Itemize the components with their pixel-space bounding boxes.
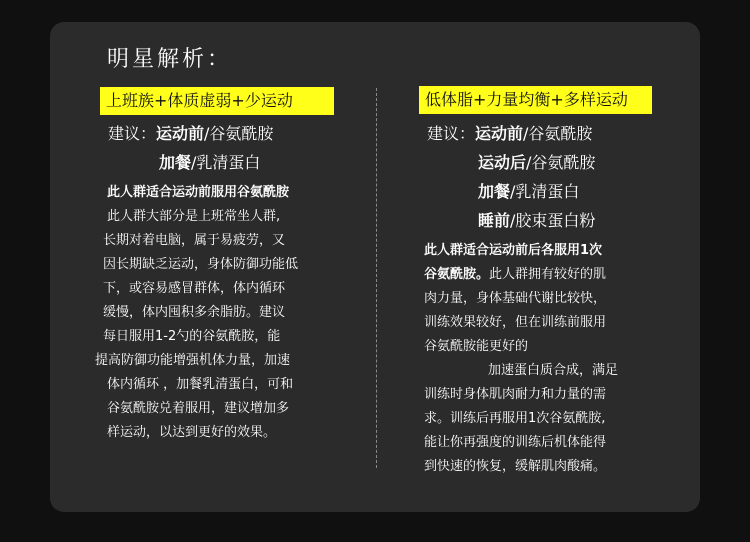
- right-para-line: [424, 263, 664, 287]
- right-para-line: 训练时身体肌肉耐力和力量的需: [424, 387, 607, 402]
- right-para-line-rest: 此人群拥有较好的肌: [489, 267, 607, 282]
- left-para-line: 长期对着电脑，属于易疲劳，又: [103, 233, 286, 248]
- left-para-line: 样运动，以达到更好的效果。: [107, 425, 277, 440]
- right-rec-2-rest: /谷氨酰胺: [526, 153, 596, 172]
- left-para-line: 提高防御功能增强机体力量，加速: [95, 353, 291, 368]
- page-title: 明星解析：: [107, 47, 233, 72]
- right-rec-line-1: [427, 121, 592, 144]
- left-rec-line-1: [108, 121, 273, 144]
- right-para-line: 训练效果较好，但在训练前服用: [424, 315, 607, 330]
- left-para-line: 此人群适合运动前服用谷氨酰胺: [107, 185, 290, 200]
- left-para-line: 此人群大部分是上班常坐人群,: [107, 209, 281, 224]
- right-suggest-label: 建议：: [427, 124, 476, 143]
- left-para-line: 下，或容易感冒群体，体内循环: [103, 281, 286, 296]
- right-rec-4-rest: /胶束蛋白粉: [510, 211, 596, 230]
- left-para-line: 体内循环 ，加餐乳清蛋白，可和: [107, 377, 294, 392]
- left-rec-1-bold: 运动前: [156, 124, 205, 143]
- left-para-line: 每日服用1-2勺的谷氨酰胺，能: [103, 329, 281, 344]
- right-para-line: 加速蛋白质合成，满足: [488, 363, 619, 378]
- right-para-line: 能让你再强度的训练后机体能得: [424, 435, 607, 450]
- right-rec-line-4: [478, 208, 595, 231]
- left-rec-line-2: [159, 150, 260, 173]
- right-para-line: 肉力量，身体基础代谢比较快，: [424, 291, 607, 306]
- right-rec-2-bold: 运动后: [478, 153, 527, 172]
- left-para-line: 缓慢，体内囤积多余脂肪。建议: [103, 305, 286, 320]
- left-rec-1-rest: /谷氨酰胺: [204, 124, 274, 143]
- right-para-line: 求。训练后再服用1次谷氨酰胺,: [424, 411, 606, 426]
- column-divider: [376, 88, 377, 468]
- right-rec-1-bold: 运动前: [475, 124, 524, 143]
- right-rec-4-bold: 睡前: [478, 211, 511, 230]
- right-para-bold-term: 谷氨酰胺。: [424, 267, 490, 282]
- right-rec-line-3: [478, 179, 579, 202]
- right-para-line: 此人群适合运动前后各服用1次: [424, 243, 603, 258]
- right-category-badge: 低体脂+力量均衡+多样运动: [419, 86, 652, 114]
- left-description: [95, 181, 363, 445]
- right-description: [424, 239, 664, 479]
- left-suggest-label: 建议：: [108, 124, 157, 143]
- right-rec-1-rest: /谷氨酰胺: [523, 124, 593, 143]
- left-rec-2-bold: 加餐: [159, 153, 192, 172]
- right-rec-3-bold: 加餐: [478, 182, 511, 201]
- left-para-line: 谷氨酰胺兑着服用，建议增加多: [107, 401, 290, 416]
- right-para-line: 谷氨酰胺能更好的: [424, 339, 529, 354]
- left-para-line: 因长期缺乏运动，身体防御功能低: [103, 257, 299, 272]
- right-rec-3-rest: /乳清蛋白: [510, 182, 580, 201]
- left-category-badge: 上班族+体质虚弱+少运动: [100, 87, 334, 115]
- right-rec-line-2: [478, 150, 595, 173]
- right-para-line: 到快速的恢复，缓解肌肉酸痛。: [424, 459, 607, 474]
- left-rec-2-rest: /乳清蛋白: [191, 153, 261, 172]
